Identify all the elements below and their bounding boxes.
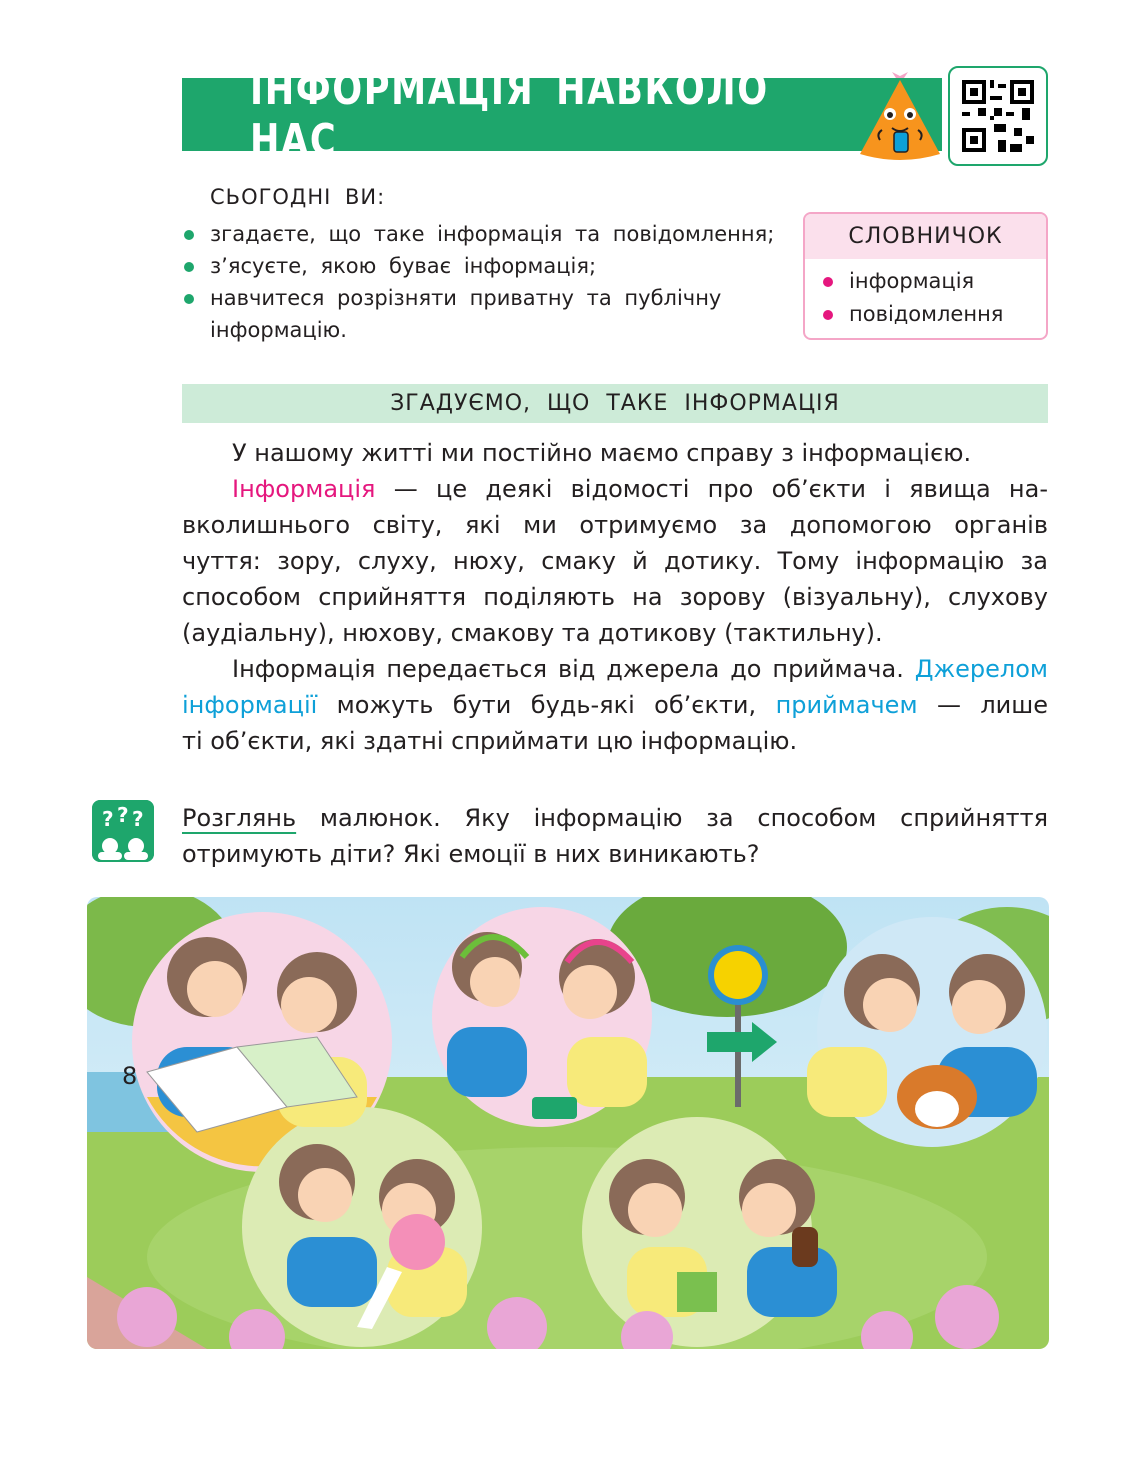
goals-list (182, 218, 782, 346)
paragraph-line: (аудіальну), нюхову, смакову та дотикову (тактильну). (182, 619, 883, 647)
bullet-icon (184, 262, 194, 272)
list-item: навчитеся розрізняти приватну та публічну (182, 282, 782, 314)
glossary-item: повідомлення (821, 298, 1046, 331)
bullet-icon (823, 277, 833, 287)
term-receiver: приймачем (775, 691, 918, 719)
svg-text:?: ? (102, 807, 114, 831)
section-heading: ЗГАДУЄМО, ЩО ТАКЕ ІНФОРМАЦІЯ (182, 384, 1048, 423)
list-item: з’ясуєте, якою буває інформація; (182, 250, 782, 282)
paragraph-line: вколишнього світу, які ми отримуємо за допомогою органів (182, 511, 1048, 539)
paragraph: Інформація передається від джерела до приймача. Джерелом (232, 655, 1048, 683)
children-senses-illustration (87, 897, 1049, 1349)
question-line: Розглянь малюнок. Яку інформацію за способом сприйняття (182, 804, 1048, 832)
qr-code-icon[interactable] (948, 66, 1048, 166)
paragraph-line: чуття: зору, слуху, нюху, смаку й дотику. Тому інформацію за (182, 547, 1048, 575)
question-text (182, 800, 1048, 872)
term-source-cont: інформації (182, 691, 318, 719)
paragraph-line: інформації можуть бути будь-які об’єкти, приймачем — лише (182, 691, 1048, 719)
svg-text:?: ? (132, 807, 144, 831)
term-information: Інформація (232, 475, 376, 503)
list-item: згадаєте, що таке інформація та повідомлення; (182, 218, 782, 250)
today-heading: СЬОГОДНІ ВИ: (210, 185, 386, 209)
term-source: Джерелом (914, 655, 1048, 683)
bullet-icon (823, 310, 833, 320)
glossary-list (805, 259, 1046, 331)
paragraph: У нашому житті ми постійно маємо справу з інформацією. (232, 439, 972, 467)
question-line: отримують діти? Які емоції в них виникають? (182, 840, 760, 868)
list-item-continuation: інформацію. (210, 318, 347, 342)
glossary-box (803, 212, 1048, 340)
glossary-title: СЛОВНИЧОК (805, 214, 1046, 259)
paragraph-line: ті об’єкти, які здатні сприймати цю інформацію. (182, 727, 798, 755)
discussion-icon (92, 800, 154, 862)
paragraph: Інформація — це деякі відомості про об’єкти і явища на- (232, 475, 1048, 503)
page-title: ІНФОРМАЦІЯ НАВКОЛО НАС (250, 63, 769, 166)
cone-mascot-icon (852, 70, 948, 166)
bullet-icon (184, 230, 194, 240)
bullet-icon (184, 294, 194, 304)
instruction-word: Розглянь (182, 804, 297, 832)
body-text (182, 435, 1048, 759)
paragraph-line: способом сприйняття поділяють на зорову (візуальну), слухову (182, 583, 1048, 611)
page-number: 8 (122, 1062, 138, 1090)
svg-text:?: ? (117, 803, 129, 827)
glossary-item: інформація (821, 265, 1046, 298)
